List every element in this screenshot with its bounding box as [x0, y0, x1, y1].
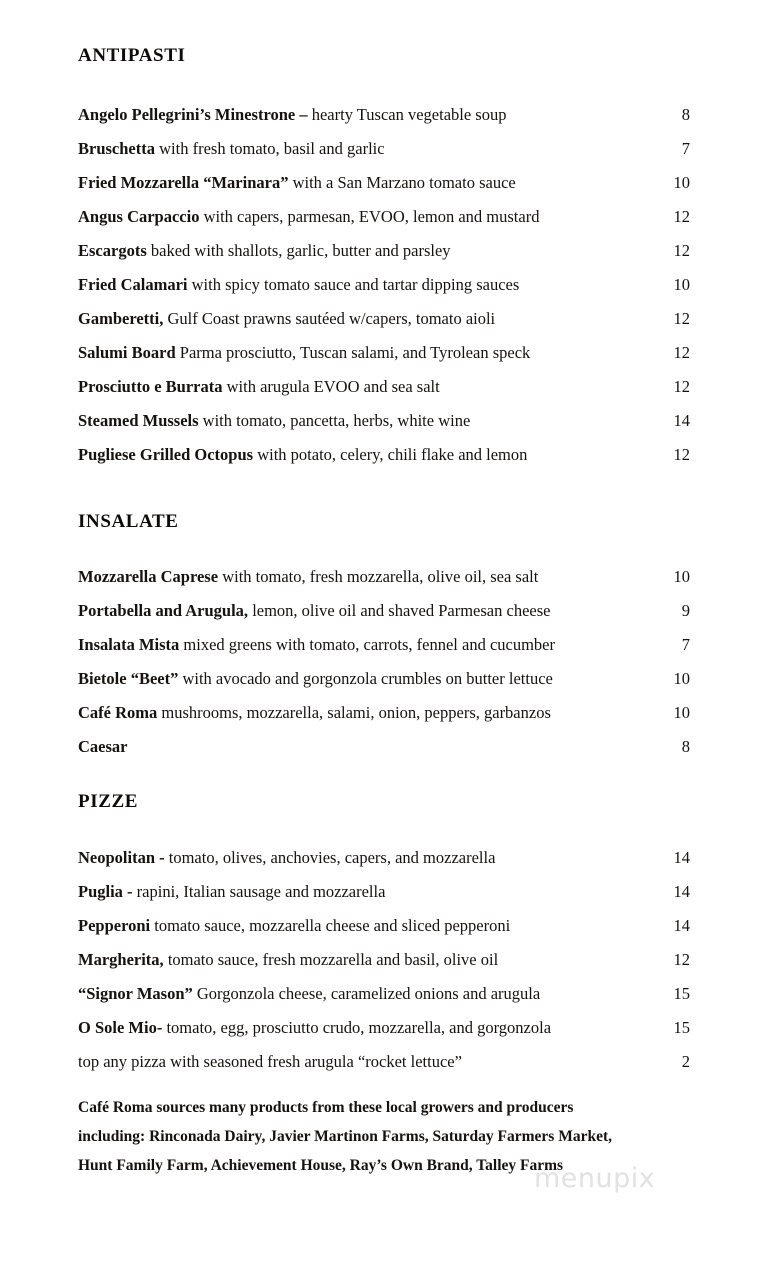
menu-item-row — [78, 268, 690, 302]
menu-item-name: Neopolitan - — [78, 848, 165, 867]
menu-item-name: Bietole “Beet” — [78, 669, 179, 688]
menu-item-row — [78, 977, 690, 1011]
menu-item-row — [78, 696, 690, 730]
menu-item-text — [78, 662, 644, 696]
menu-item-description: with fresh tomato, basil and garlic — [155, 139, 385, 158]
menu-item-description: tomato sauce, mozzarella cheese and sliced pepperoni — [150, 916, 511, 935]
menu-item-description: baked with shallots, garlic, butter and parsley — [146, 241, 451, 260]
menu-item-row — [78, 841, 690, 875]
menu-item-text — [78, 628, 644, 662]
menu-item-text — [78, 302, 644, 336]
local-sourcing-note-line: including: Rinconada Dairy, Javier Martinon Farms, Saturday Farmers Market, — [78, 1128, 613, 1145]
menu-item-row — [78, 132, 690, 166]
menu-item-price: 15 — [673, 1018, 690, 1037]
menu-item-row — [78, 730, 690, 764]
menu-item-price: 10 — [673, 703, 690, 722]
menu-item-name: Insalata Mista — [78, 635, 180, 654]
menu-item-price: 7 — [681, 139, 690, 158]
menu-item-text — [78, 943, 644, 977]
menu-item-name: Caesar — [78, 737, 128, 756]
menu-item-list-pizze — [78, 841, 690, 1079]
menu-item-price: 8 — [681, 737, 690, 756]
menu-item-text — [78, 234, 644, 268]
section-heading-antipasti: ANTIPASTI — [78, 45, 186, 66]
menu-item-description: hearty Tuscan vegetable soup — [307, 105, 507, 124]
menu-item-price: 7 — [681, 635, 690, 654]
menu-item-name: Fried Mozzarella “Marinara” — [78, 173, 289, 192]
menu-item-name: Mozzarella Caprese — [78, 567, 219, 586]
menu-item-name: “Signor Mason” — [78, 984, 193, 1003]
menu-item-description: Gorgonzola cheese, caramelized onions and arugula — [192, 984, 541, 1003]
menu-item-row — [78, 628, 690, 662]
menu-item-price: 9 — [681, 601, 690, 620]
menu-item-row — [78, 662, 690, 696]
menu-item-description: tomato sauce, fresh mozzarella and basil, olive oil — [163, 950, 499, 969]
menu-item-description: with avocado and gorgonzola crumbles on butter lettuce — [178, 669, 553, 688]
menu-item-description: Gulf Coast prawns sautéed w/capers, tomato aioli — [163, 309, 496, 328]
menu-item-name: Steamed Mussels — [78, 411, 199, 430]
menu-item-price: 10 — [673, 275, 690, 294]
menu-item-description: with arugula EVOO and sea salt — [222, 377, 440, 396]
menu-item-row — [78, 336, 690, 370]
menu-item-text — [78, 98, 644, 132]
menu-item-price: 12 — [673, 207, 690, 226]
menu-item-price: 15 — [673, 984, 690, 1003]
menu-item-price: 12 — [673, 950, 690, 969]
menu-item-text — [78, 370, 644, 404]
menu-item-row — [78, 200, 690, 234]
menu-item-name: Prosciutto e Burrata — [78, 377, 223, 396]
menu-item-row — [78, 98, 690, 132]
menu-item-text — [78, 875, 644, 909]
menu-item-text — [78, 438, 644, 472]
menu-item-description: with a San Marzano tomato sauce — [288, 173, 516, 192]
menu-item-text — [78, 1011, 644, 1045]
menu-item-description: Parma prosciutto, Tuscan salami, and Tyrolean speck — [175, 343, 531, 362]
menu-item-row — [78, 1011, 690, 1045]
menu-item-text — [78, 132, 644, 166]
menu-item-name: Margherita, — [78, 950, 164, 969]
local-sourcing-note-line: Hunt Family Farm, Achievement House, Ray’s Own Brand, Talley Farms — [78, 1157, 564, 1174]
menu-item-text — [78, 1045, 644, 1079]
section-heading-pizze: PIZZE — [78, 791, 139, 812]
menu-item-name: Puglia - — [78, 882, 133, 901]
section-heading-insalate: INSALATE — [78, 511, 179, 532]
menu-item-list-insalate — [78, 560, 690, 764]
menu-item-row — [78, 404, 690, 438]
local-sourcing-note-line: Café Roma sources many products from these local growers and producers — [78, 1099, 574, 1116]
menu-item-row — [78, 370, 690, 404]
menu-item-row — [78, 560, 690, 594]
menu-item-row — [78, 234, 690, 268]
menu-item-text — [78, 166, 644, 200]
menu-item-description: with spicy tomato sauce and tartar dipping sauces — [187, 275, 520, 294]
menu-item-text — [78, 841, 644, 875]
menu-item-text — [78, 594, 644, 628]
menu-item-description: mushrooms, mozzarella, salami, onion, peppers, garbanzos — [157, 703, 551, 722]
menu-item-description: tomato, olives, anchovies, capers, and mozzarella — [164, 848, 496, 867]
menu-item-text — [78, 268, 644, 302]
menu-item-description: with tomato, fresh mozzarella, olive oil, sea salt — [218, 567, 539, 586]
menu-item-list-antipasti — [78, 98, 690, 472]
menu-section-antipasti — [78, 46, 690, 472]
menu-item-price: 12 — [673, 241, 690, 260]
menu-item-name: Salumi Board — [78, 343, 176, 362]
menu-item-name: Fried Calamari — [78, 275, 188, 294]
menu-item-text — [78, 977, 644, 1011]
menu-item-text — [78, 404, 644, 438]
menu-item-description: top any pizza with seasoned fresh arugula “rocket lettuce” — [78, 1052, 462, 1071]
menu-item-row — [78, 166, 690, 200]
menu-item-row — [78, 302, 690, 336]
menu-item-text — [78, 696, 644, 730]
menu-item-name: O Sole Mio- — [78, 1018, 163, 1037]
menu-item-name: Angelo Pellegrini’s Minestrone – — [78, 105, 308, 124]
menu-item-price: 12 — [673, 343, 690, 362]
menu-item-price: 12 — [673, 445, 690, 464]
menu-section-pizze — [78, 792, 690, 1079]
menupix-watermark: menupix — [534, 1163, 656, 1194]
menu-item-name: Escargots — [78, 241, 147, 260]
menu-item-description: tomato, egg, prosciutto crudo, mozzarella, and gorgonzola — [162, 1018, 552, 1037]
menu-item-text — [78, 560, 644, 594]
menu-item-name: Angus Carpaccio — [78, 207, 200, 226]
menu-item-price: 14 — [673, 411, 690, 430]
menu-item-text — [78, 200, 644, 234]
menu-item-name: Gamberetti, — [78, 309, 164, 328]
menu-item-row — [78, 909, 690, 943]
menu-item-row — [78, 594, 690, 628]
menu-item-description: mixed greens with tomato, carrots, fennel and cucumber — [179, 635, 556, 654]
menu-item-name: Pugliese Grilled Octopus — [78, 445, 254, 464]
menu-item-price: 14 — [673, 848, 690, 867]
menu-item-price: 8 — [681, 105, 690, 124]
menu-item-row — [78, 943, 690, 977]
menu-item-text — [78, 336, 644, 370]
menu-item-description: with tomato, pancetta, herbs, white wine — [198, 411, 471, 430]
menu-item-price: 12 — [673, 377, 690, 396]
menu-item-name: Café Roma — [78, 703, 158, 722]
menu-item-row — [78, 438, 690, 472]
menu-item-description: rapini, Italian sausage and mozzarella — [132, 882, 386, 901]
menu-item-name: Portabella and Arugula, — [78, 601, 249, 620]
menu-item-name: Pepperoni — [78, 916, 151, 935]
menu-item-price: 12 — [673, 309, 690, 328]
menu-item-price: 14 — [673, 882, 690, 901]
menu-item-price: 10 — [673, 173, 690, 192]
menu-item-description: lemon, olive oil and shaved Parmesan cheese — [248, 601, 551, 620]
menu-item-price: 10 — [673, 567, 690, 586]
menu-item-row — [78, 1045, 690, 1079]
menu-item-row — [78, 875, 690, 909]
menu-item-description: with potato, celery, chili flake and lemon — [253, 445, 528, 464]
menu-section-insalate — [78, 512, 690, 764]
menu-item-text — [78, 730, 644, 764]
menu-item-price: 14 — [673, 916, 690, 935]
menu-item-description: with capers, parmesan, EVOO, lemon and mustard — [199, 207, 540, 226]
menu-item-name: Bruschetta — [78, 139, 155, 158]
menu-item-text — [78, 909, 644, 943]
menu-item-price: 10 — [673, 669, 690, 688]
menu-item-price: 2 — [681, 1052, 690, 1071]
